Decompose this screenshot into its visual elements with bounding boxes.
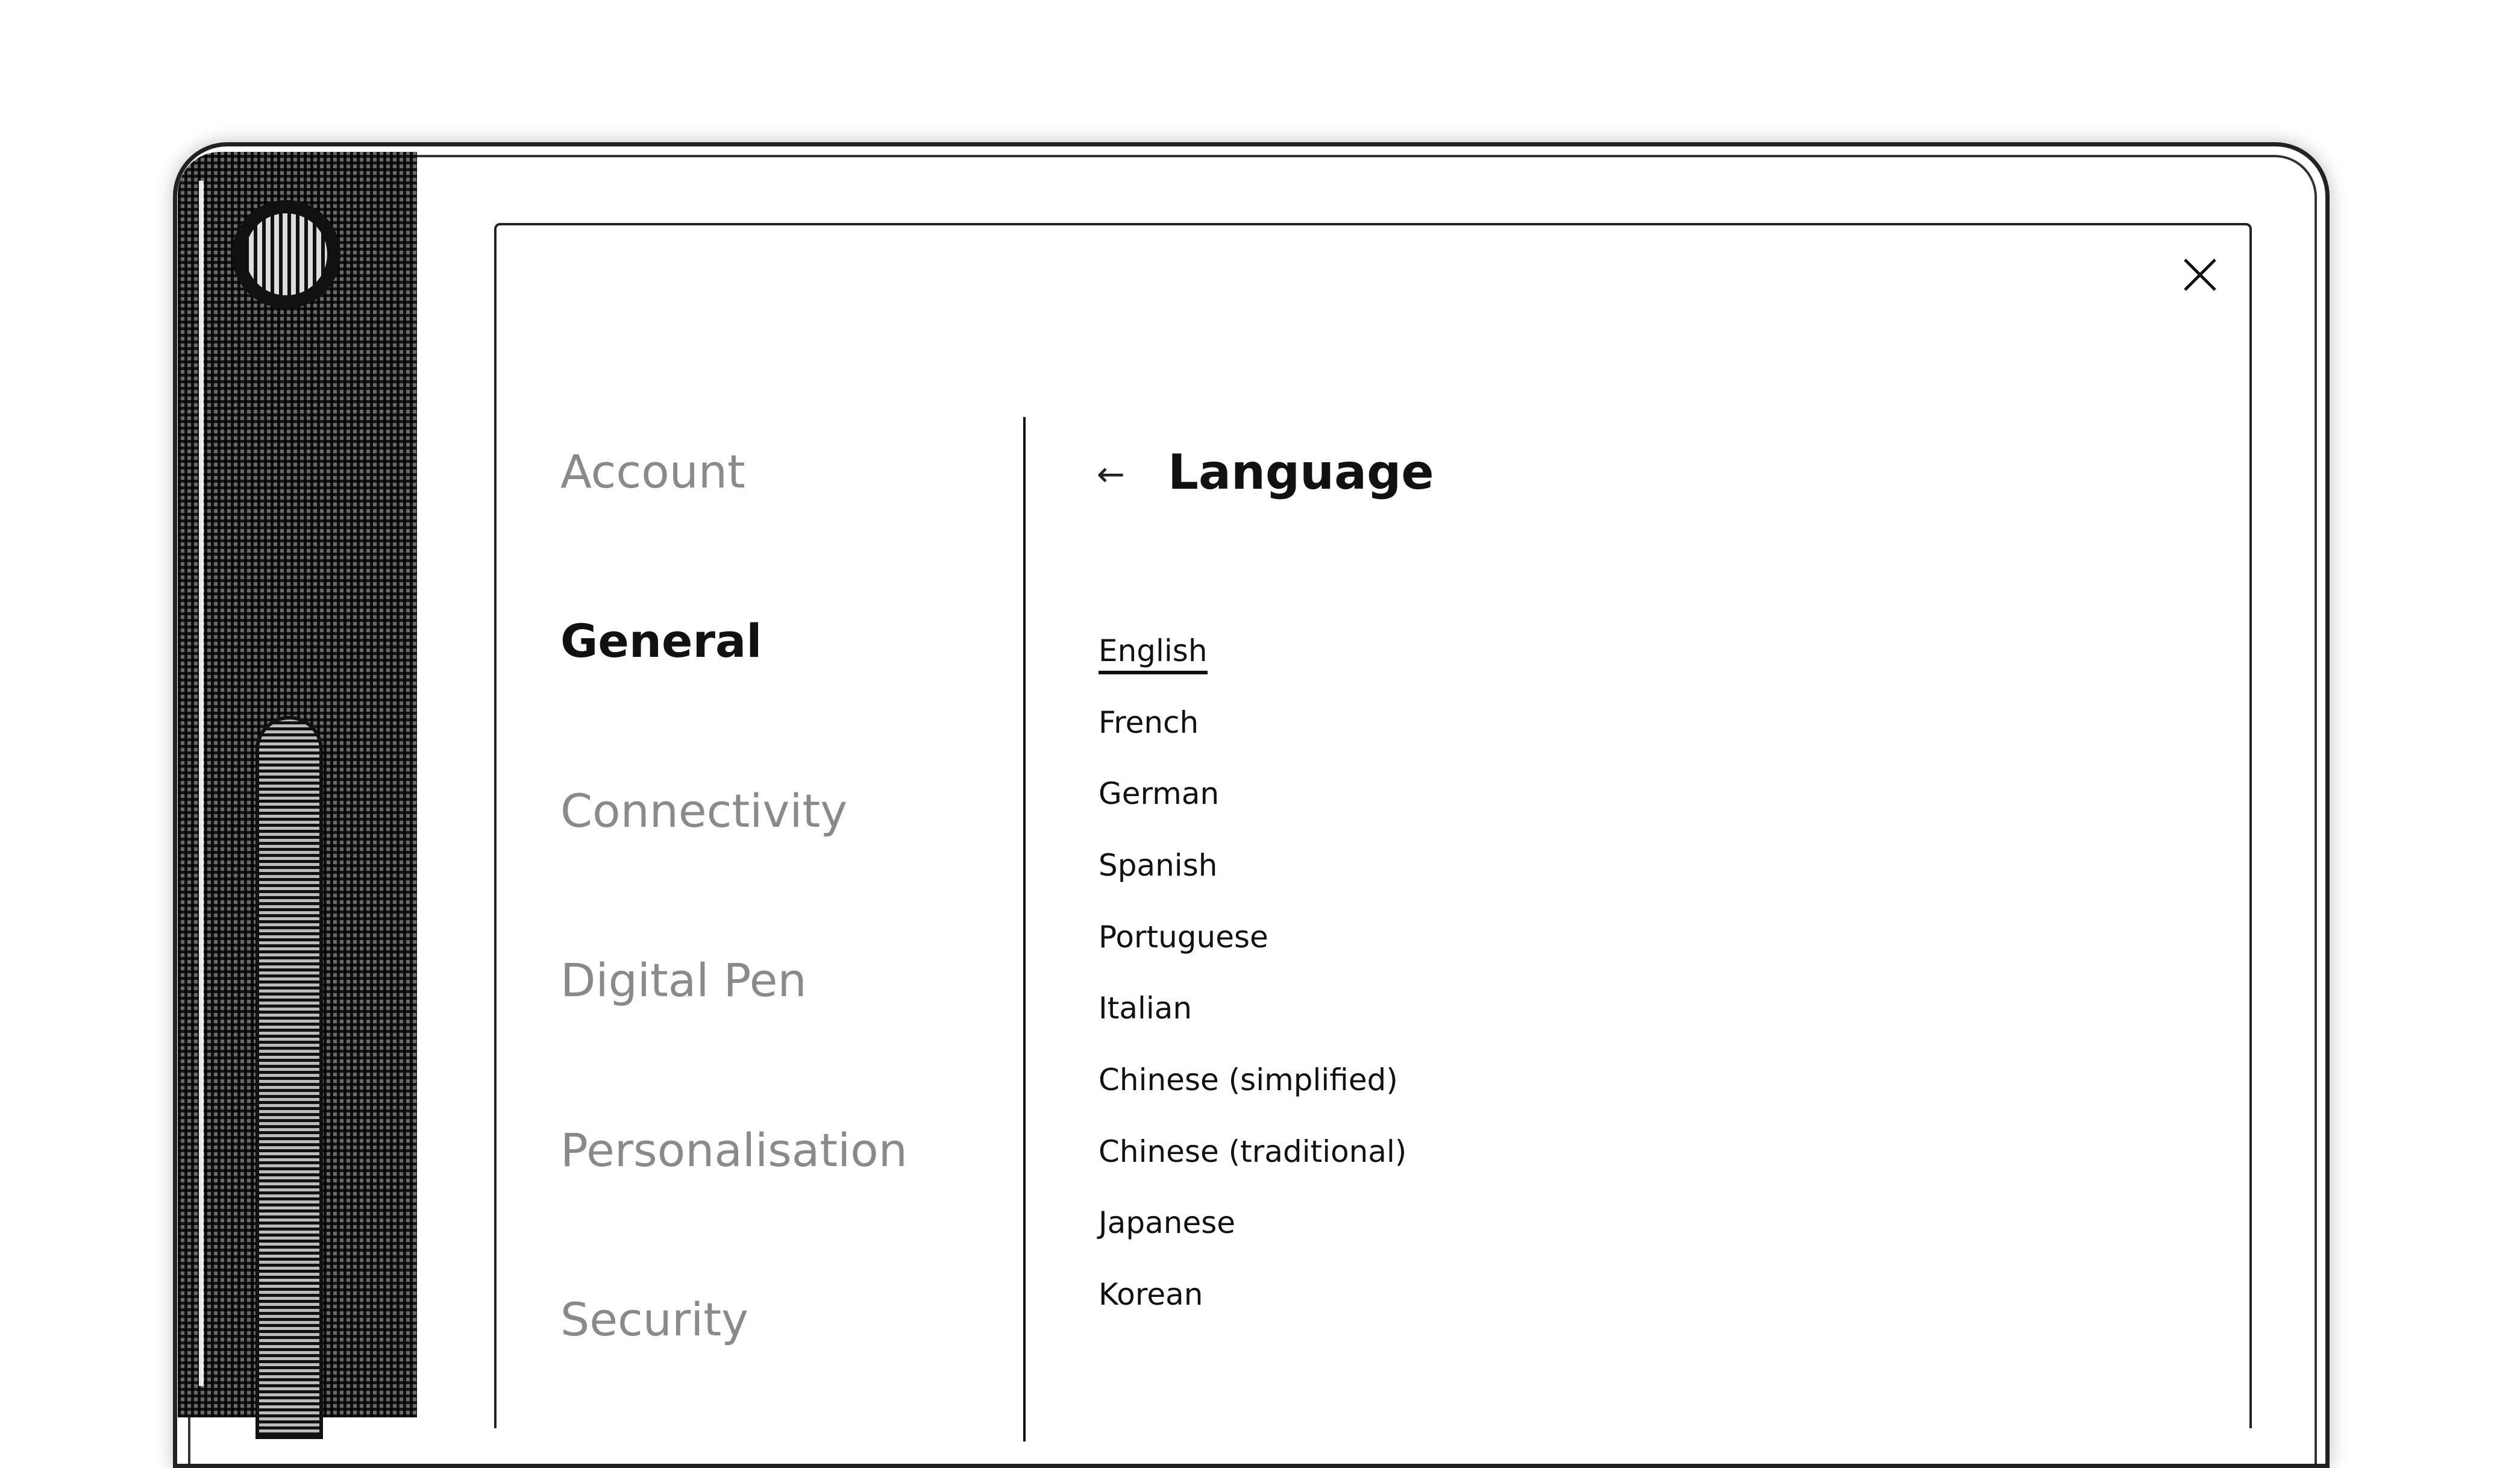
arrow-left-icon[interactable]: ← bbox=[1097, 455, 1125, 494]
sidebar-item-digital-pen[interactable]: Digital Pen bbox=[560, 953, 807, 1007]
sidebar-item-account[interactable]: Account bbox=[560, 445, 745, 498]
sidebar-item-personalisation[interactable]: Personalisation bbox=[560, 1123, 907, 1177]
language-option-portuguese[interactable]: Portuguese bbox=[1099, 920, 1268, 955]
cover-edge-highlight bbox=[199, 181, 204, 1386]
close-icon[interactable] bbox=[2181, 256, 2219, 293]
language-option-italian[interactable]: Italian bbox=[1099, 991, 1193, 1026]
sidebar-item-security[interactable]: Security bbox=[560, 1293, 749, 1346]
language-option-chinese-traditional[interactable]: Chinese (traditional) bbox=[1099, 1134, 1407, 1169]
page-title: Language bbox=[1168, 444, 1434, 500]
language-option-english[interactable]: English bbox=[1099, 636, 1208, 674]
sidebar-divider bbox=[1023, 417, 1026, 1441]
language-option-japanese[interactable]: Japanese bbox=[1099, 1205, 1236, 1240]
sidebar-item-connectivity[interactable]: Connectivity bbox=[560, 784, 848, 838]
language-option-german[interactable]: German bbox=[1099, 776, 1220, 811]
sidebar-item-general[interactable]: General bbox=[560, 614, 762, 668]
language-option-spanish[interactable]: Spanish bbox=[1099, 848, 1218, 883]
language-option-chinese-simplified[interactable]: Chinese (simplified) bbox=[1099, 1062, 1398, 1097]
pen-holder bbox=[255, 716, 323, 1439]
language-option-french[interactable]: French bbox=[1099, 705, 1199, 740]
camera-icon bbox=[232, 200, 340, 309]
language-option-korean[interactable]: Korean bbox=[1099, 1277, 1203, 1312]
